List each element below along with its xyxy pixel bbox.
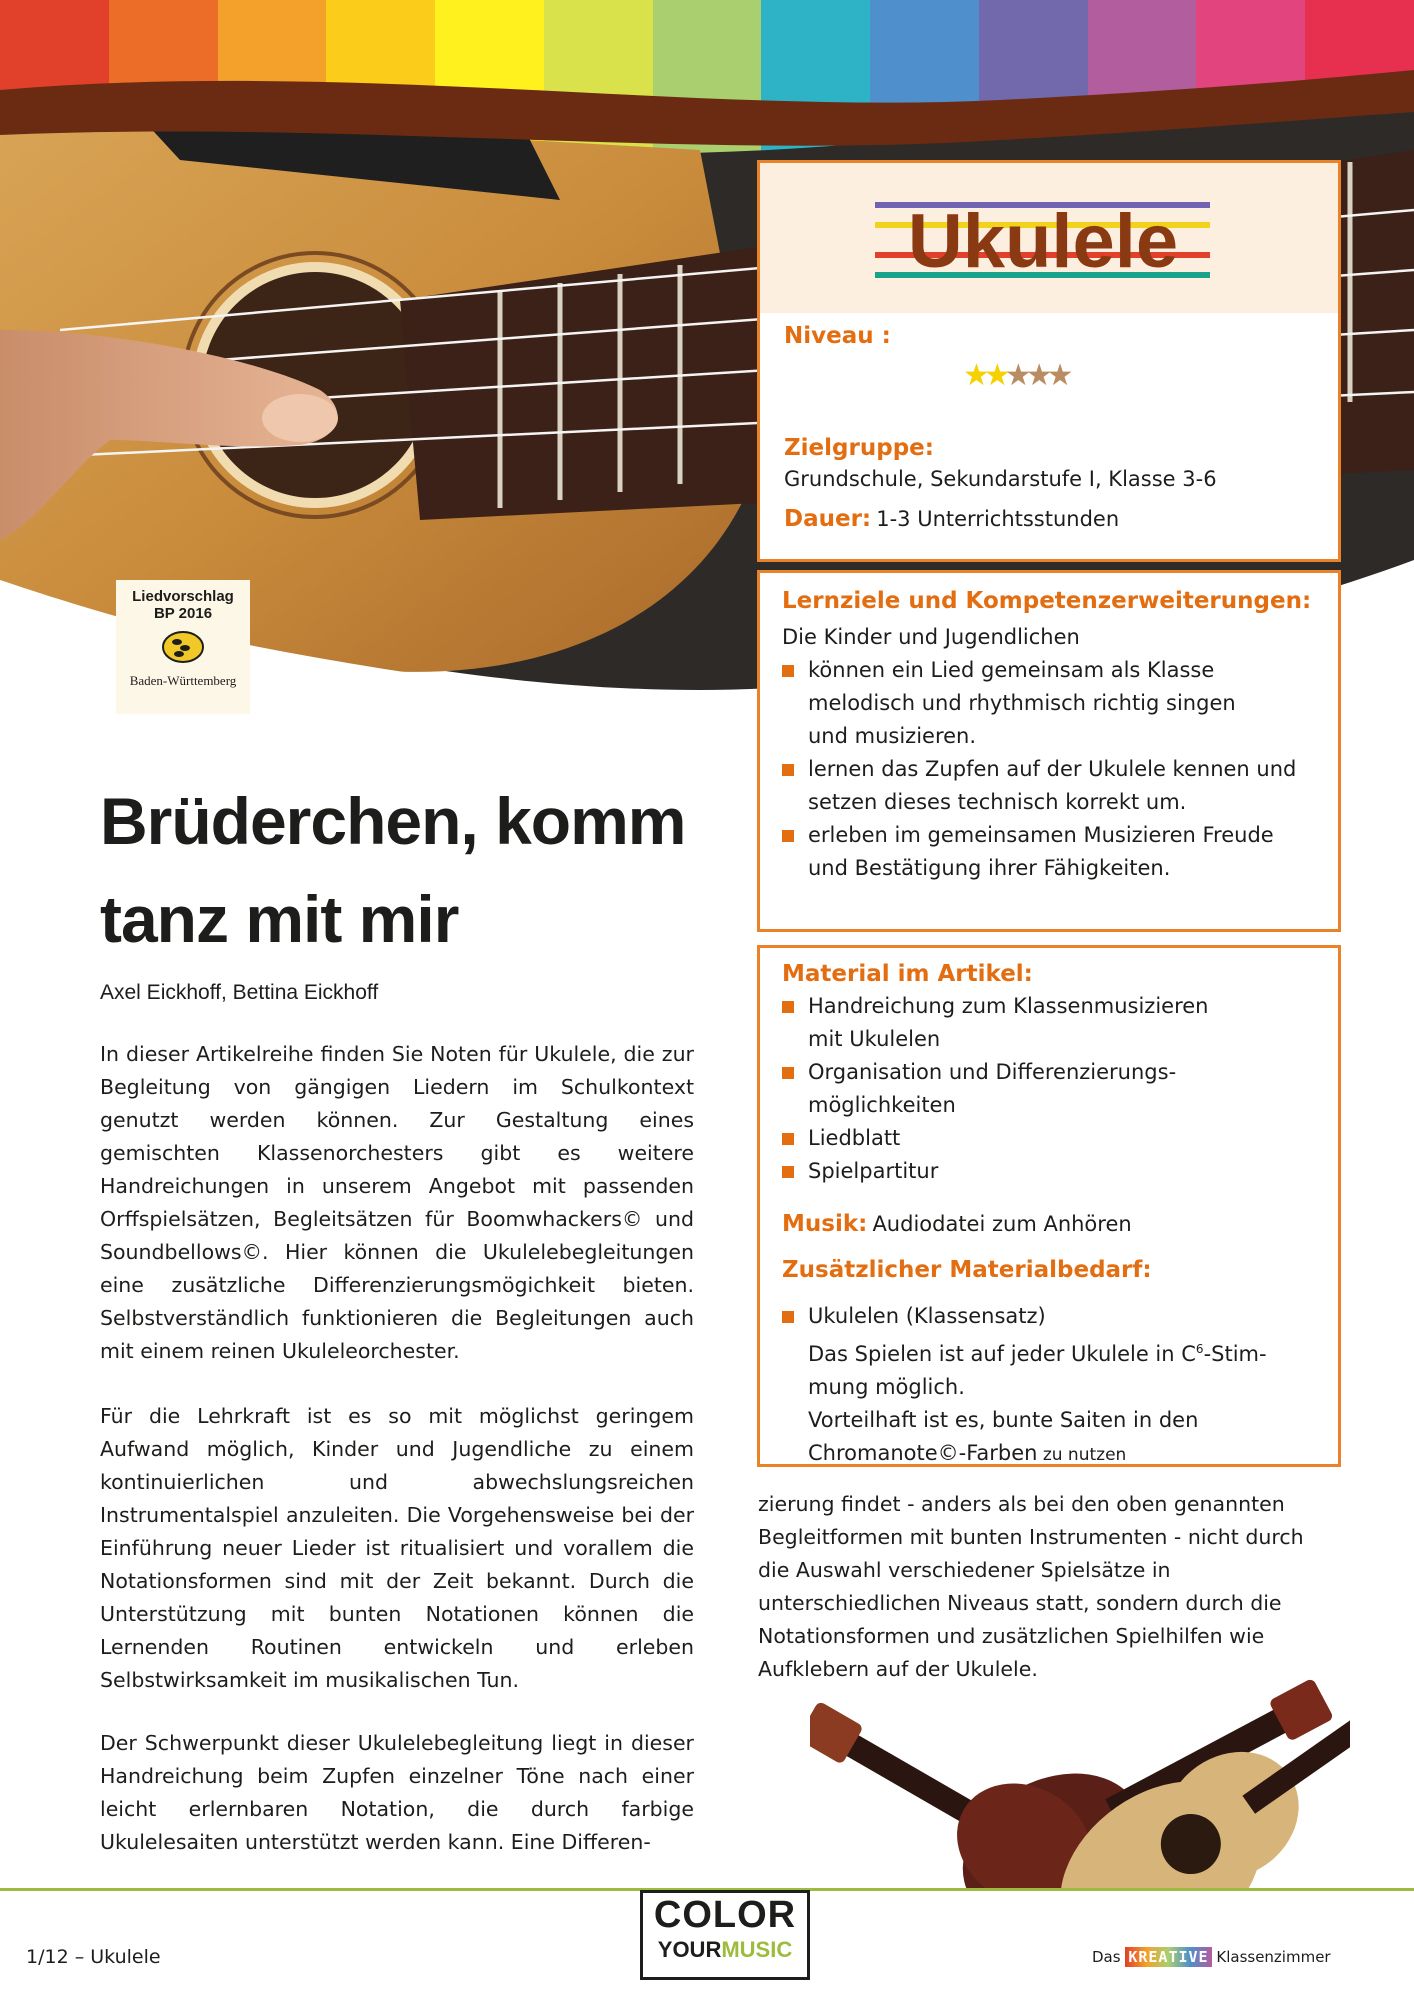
list-item-line: können ein Lied gemeinsam als Klasse xyxy=(808,658,1215,682)
lernziele-heading: Lernziele und Kompetenzerweiterungen: xyxy=(782,588,1312,614)
stamp-line1: Liedvorschlag xyxy=(132,588,234,605)
brand-kreative: KREATIVE xyxy=(1125,1947,1211,1967)
brand-kreative-klassenzimmer xyxy=(1092,1948,1331,1966)
star-filled-icon: ★ xyxy=(963,358,984,393)
list-item xyxy=(782,1155,1322,1188)
list-item-line: und Bestätigung ihrer Fähigkeiten. xyxy=(808,856,1171,880)
list-item xyxy=(782,654,1322,753)
lernziele-intro: Die Kinder und Jugendlichen xyxy=(782,625,1080,649)
coat-of-arms-icon xyxy=(161,630,205,664)
list-item-line: und musizieren. xyxy=(808,724,977,748)
article-title-line: Brüderchen, komm xyxy=(100,784,686,858)
list-item-line: setzen dieses technisch korrekt um. xyxy=(808,790,1187,814)
authors: Axel Eickhoff, Bettina Eickhoff xyxy=(100,981,379,1004)
list-item-line: mit Ukulelen xyxy=(808,1027,941,1051)
article-title xyxy=(100,772,700,968)
list-item-line: Ukulelen (Klassensatz) xyxy=(808,1304,1046,1328)
footer-page-label: 1/12 – Ukulele xyxy=(26,1946,161,1968)
list-item xyxy=(782,1056,1322,1122)
list-item-line: Vorteilhaft ist es, bunte Saiten in den xyxy=(808,1408,1199,1432)
list-item xyxy=(782,753,1322,819)
list-item-line: mung möglich. xyxy=(808,1375,965,1399)
stamp-region: Baden-Württemberg xyxy=(129,673,237,688)
star-empty-icon: ★ xyxy=(1046,358,1068,393)
lernziele-list xyxy=(782,654,1322,885)
list-item-line: lernen das Zupfen auf der Ukulele kennen und xyxy=(808,757,1297,781)
star-filled-icon: ★ xyxy=(983,358,1005,393)
ukulele-logo-text: Ukulele xyxy=(907,199,1179,284)
ukulele-logo-banner xyxy=(760,163,1338,313)
bedarf-text: Das Spielen ist auf jeder Ukulele in C xyxy=(808,1342,1196,1366)
ukulele-logo xyxy=(760,163,1338,313)
logo-line2 xyxy=(643,1937,807,1963)
list-item-line: erleben im gemeinsamen Musizieren Freude xyxy=(808,823,1274,847)
brand-das: Das xyxy=(1092,1948,1121,1966)
niveau-label: Niveau : xyxy=(784,323,891,349)
list-item-line: Liedblatt xyxy=(808,1126,901,1150)
list-item-line: Handreichung zum Klassenmusizieren xyxy=(808,994,1209,1018)
lernziele-box xyxy=(757,570,1341,932)
list-item xyxy=(782,1300,1327,1472)
bedarf-list xyxy=(782,1300,1327,1472)
musik-row xyxy=(782,1208,1132,1241)
bedarf-text: -Stim- xyxy=(1203,1342,1267,1366)
bedarf-text: Chromanote©-Farben xyxy=(808,1441,1038,1465)
material-heading: Material im Artikel: xyxy=(782,961,1033,987)
dauer-label: Dauer: xyxy=(784,506,872,532)
musik-label: Musik: xyxy=(782,1211,868,1237)
zielgruppe-value: Grundschule, Sekundarstufe I, Klasse 3-6 xyxy=(784,467,1217,491)
list-item xyxy=(782,1122,1322,1155)
list-item-line: Organisation und Differenzierungs- xyxy=(808,1060,1177,1084)
stamp-line2: BP 2016 xyxy=(153,605,213,622)
body-paragraph-right: zierung findet - anders als bei den oben genannten Begleitformen mit bunten Instrumenten - nicht durch die Auswahl verschiedener Spielsätze in unterschiedlichen Niveaus statt, sondern durch die Notationsformen und zusätzlichen Spielhilfen wie Aufklebern auf der Ukulele. xyxy=(758,1492,1304,1681)
list-item-line: melodisch und rhythmisch richtig singen xyxy=(808,691,1236,715)
material-list xyxy=(782,990,1322,1188)
bedarf-heading: Zusätzlicher Materialbedarf: xyxy=(782,1257,1152,1283)
body-paragraph-1: In dieser Artikelreihe finden Sie Noten für Ukulele, die zur Begleitung von gängigen Liedern im Schulkontext genutzt werden können. Zur Gestaltung eines gemischten Klassenorchesters gibt es weitere Handreichungen in unserem Angebot mit passenden Orffspielsätzen, Begleitsätzen für Boomwhackers© und Soundbellows©. Hier können die Ukulelebegleitungen eine zusätzliche Differenzierungsmögichkeit bieten. Selbstverständlich funktionieren die Begleitungen auch mit einem reinen Ukuleleorchester. xyxy=(100,1042,694,1363)
star-empty-icon: ★ xyxy=(1004,358,1026,393)
logo-music: MUSIC xyxy=(721,1937,793,1962)
body-paragraph-2: Für die Lehrkraft ist es so mit möglichst geringem Aufwand möglich, Kinder und Jugendliche zu einem kontinuierlichen und abwechslungsreichen Instrumentalspiel anzuleiten. Die Vorgehensweise bei der Einführung neuer Lieder ist ritualisiert und vorallem die Notationsformen sind mit der Zeit bekannt. Durch die Unterstützung mit bunten Notationen können die Lernenden Routinen entwickeln und erleben Selbstwirksamkeit im musikalischen Tun. xyxy=(100,1404,694,1692)
article-title-line: tanz mit mir xyxy=(100,882,459,956)
bedarf-superscript: 6 xyxy=(1195,1342,1204,1356)
list-item-line xyxy=(808,1437,1327,1472)
niveau-stars xyxy=(963,358,1068,393)
star-empty-icon: ★ xyxy=(1025,358,1047,393)
info-box xyxy=(757,160,1341,562)
body-paragraph-3: Der Schwerpunkt dieser Ukulelebegleitung liegt in dieser Handreichung beim Zupfen einzelner Töne nach einer leicht erlernbaren Notation, die durch farbige Ukulelesaiten unterstützt werden kann. Eine Differen- xyxy=(100,1731,694,1854)
logo-line1: COLOR xyxy=(653,1894,797,1936)
bedarf-text-small: zu nutzen xyxy=(1037,1445,1127,1465)
list-item-line: möglichkeiten xyxy=(808,1093,956,1117)
logo-your: YOUR xyxy=(657,1937,722,1962)
ukuleles-illustration xyxy=(810,1668,1350,1890)
musik-value: Audiodatei zum Anhören xyxy=(872,1212,1132,1236)
list-item xyxy=(782,819,1322,885)
list-item xyxy=(782,990,1322,1056)
list-item-line xyxy=(808,1333,1327,1371)
brand-rest: Klassenzimmer xyxy=(1216,1948,1331,1966)
list-item-line: Spielpartitur xyxy=(808,1159,939,1183)
dauer-row xyxy=(784,503,1119,536)
liedvorschlag-stamp xyxy=(116,580,250,714)
color-your-music-logo xyxy=(640,1890,810,1980)
material-box xyxy=(757,945,1341,1467)
dauer-value: 1-3 Unterrichtsstunden xyxy=(876,507,1120,531)
zielgruppe-label: Zielgruppe: xyxy=(784,435,934,461)
